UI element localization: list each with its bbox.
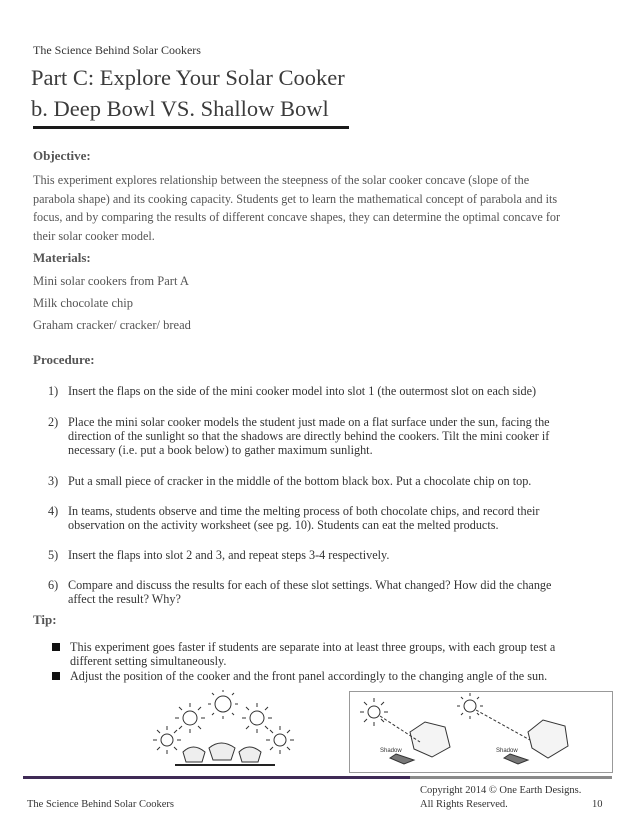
sun-icon (242, 703, 272, 733)
tip-line: Adjust the position of the cooker and the front panel accordingly to the changing angle of the sun. (70, 669, 548, 683)
solar-cooker-icon (183, 743, 261, 762)
footer-bar (23, 776, 410, 779)
objective-label: Objective: (33, 148, 91, 163)
footer-bar-right (410, 776, 612, 779)
title-rule (33, 126, 349, 129)
materials-item: Milk chocolate chip (33, 296, 133, 310)
step-number: 4) (48, 504, 59, 518)
solar-cooker-icon (528, 720, 568, 758)
footer-rights: All Rights Reserved. (420, 799, 508, 810)
shadow-shape (390, 754, 414, 764)
sun-path-illustration (145, 690, 335, 770)
materials-item: Mini solar cookers from Part A (33, 274, 189, 288)
objective-line: parabola shape) and its cooking capacity. Students get to learn the mathematical concept of parabola and its (33, 191, 558, 206)
step-line: Compare and discuss the results for each of these slot settings. What changed? How did the change (68, 578, 552, 592)
materials-item: Graham cracker/ cracker/ bread (33, 318, 191, 332)
footer-copyright: Copyright 2014 © One Earth Designs. (420, 785, 582, 796)
sun-icon (360, 698, 388, 726)
step-line: Insert the flaps on the side of the mini cooker model into slot 1 (the outermost slot on each side) (68, 384, 537, 398)
shadow-label: Shadow (496, 748, 518, 754)
step-line: Insert the flaps into slot 2 and 3, and repeat steps 3-4 respectively. (68, 548, 390, 562)
step-number: 6) (48, 578, 59, 592)
step-number: 1) (48, 384, 59, 398)
sun-icon (153, 726, 181, 754)
step-line: Put a small piece of cracker in the middle of the bottom black box. Put a chocolate chip on top. (68, 474, 532, 488)
procedure-label: Procedure: (33, 352, 95, 367)
tip-line: This experiment goes faster if students are separate into at least three groups, with each group test a (70, 640, 556, 654)
objective-line: This experiment explores relationship between the steepness of the solar cooker concave (slope of the (33, 173, 530, 187)
step-number: 3) (48, 474, 59, 488)
step-line: observation on the activity worksheet (see pg. 10). Students can eat the melted products. (68, 518, 499, 532)
sun-icon (266, 726, 294, 754)
step-number: 2) (48, 415, 59, 429)
shadow-diagram (350, 692, 612, 772)
shadow-illustration (349, 691, 613, 773)
running-header: The Science Behind Solar Cookers (33, 43, 201, 57)
square-bullet-icon (52, 672, 60, 680)
step-line: In teams, students observe and time the melting process of both chocolate chips, and record their (68, 504, 540, 518)
step-line: Place the mini solar cooker models the student just made on a flat surface under the sun, facing the (68, 415, 550, 429)
shadow-label: Shadow (380, 748, 402, 754)
materials-label: Materials: (33, 250, 91, 265)
square-bullet-icon (52, 643, 60, 651)
page-number: 10 (592, 799, 603, 810)
sun-icon (175, 703, 205, 733)
objective-paragraph (33, 171, 608, 245)
shadow-shape (504, 754, 528, 764)
page-subtitle: b. Deep Bowl VS. Shallow Bowl (31, 96, 329, 121)
page-title: Part C: Explore Your Solar Cooker (31, 65, 345, 90)
step-line: direction of the sunlight so that the shadows are directly behind the cookers. Tilt the mini cooker if (68, 429, 550, 443)
step-number: 5) (48, 548, 59, 562)
objective-line: their solar cooker model. (33, 228, 155, 243)
sun-icon (457, 693, 483, 719)
tip-line: different setting simultaneously. (70, 654, 227, 668)
footer-title: The Science Behind Solar Cookers (27, 799, 174, 810)
step-line: necessary (i.e. put a book below) to gather maximum sunlight. (68, 443, 373, 457)
objective-line: focus, and by comparing the results of different concave shapes, they can determine the optimal concave for (33, 210, 561, 225)
tip-label: Tip: (33, 612, 57, 627)
sun-icon (208, 690, 238, 719)
step-line: affect the result? Why? (68, 592, 181, 606)
